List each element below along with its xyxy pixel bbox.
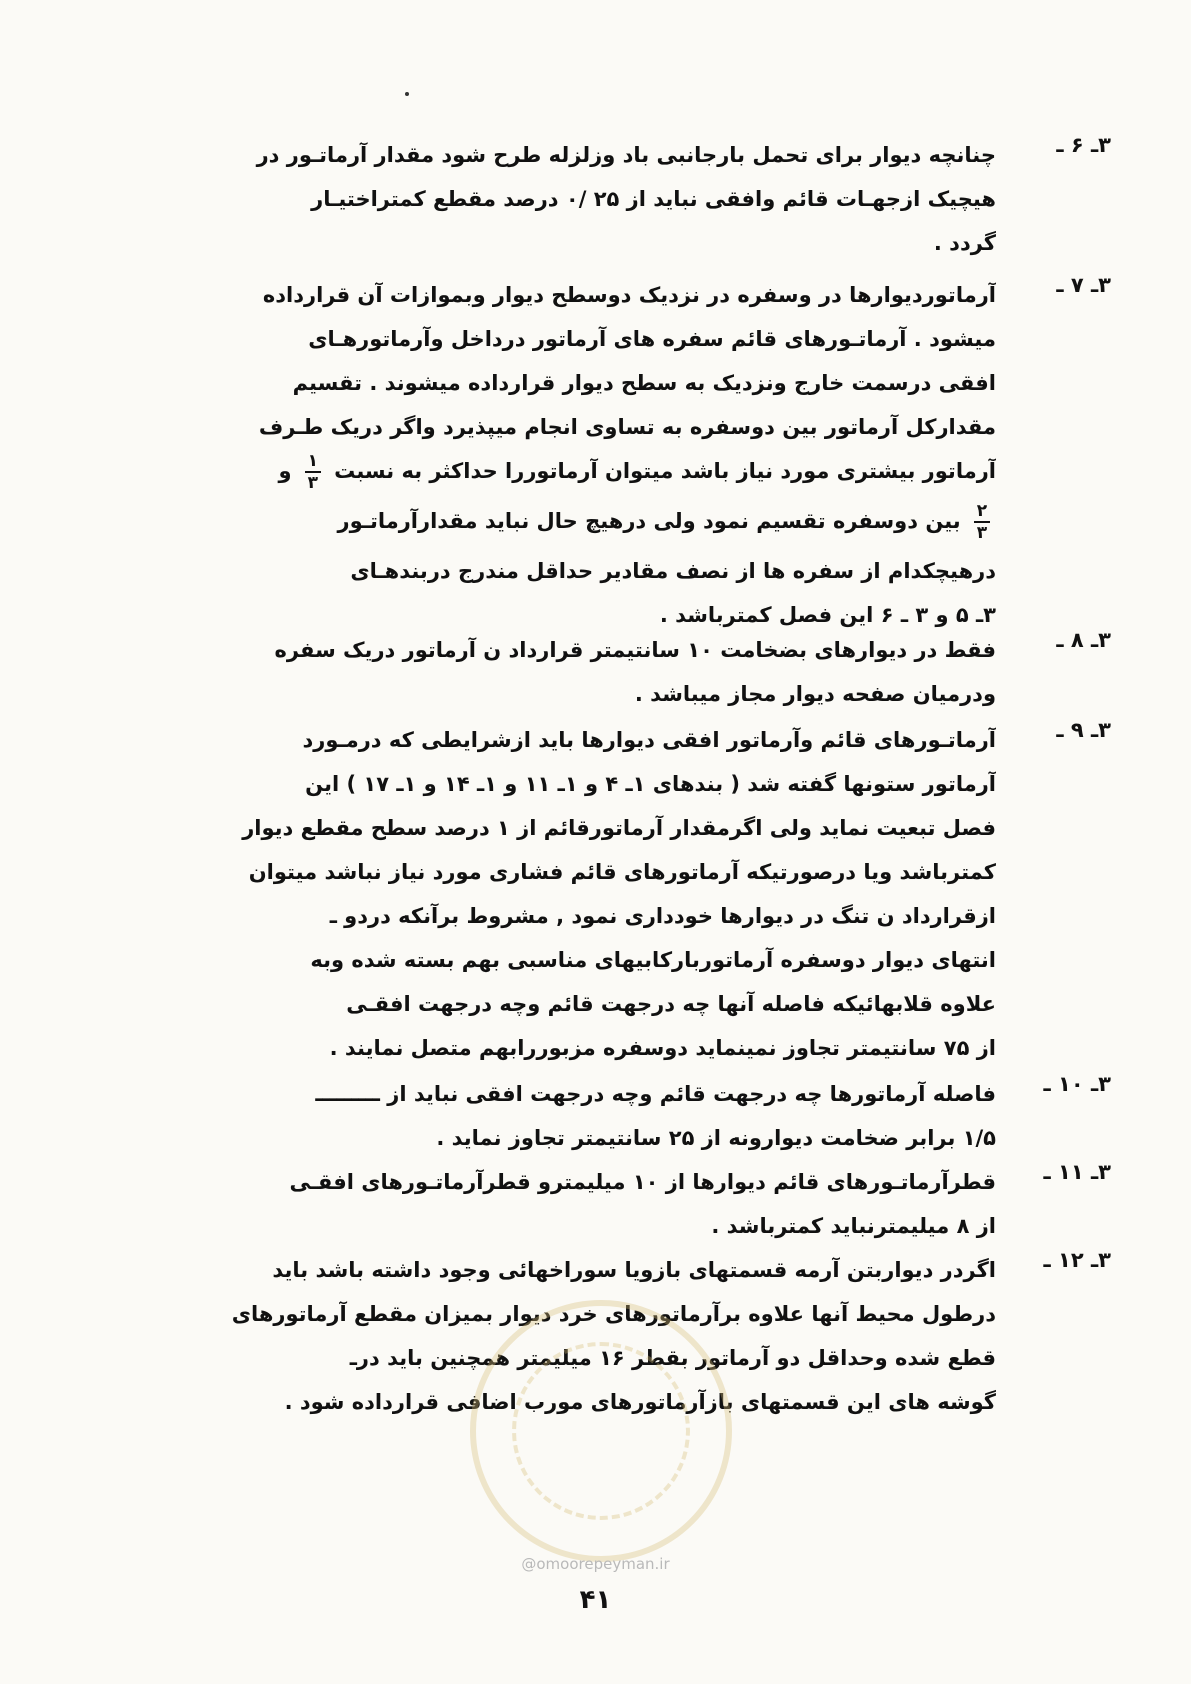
clause-line: فاصله آرماتورها چه درجهت قائم وچه درجهت افقی نباید از ـــــــــ	[315, 1082, 996, 1106]
clause-line: اگردر دیواربتن آرمه قسمتهای بازویا سوراخهائی وجود داشته باشد باید	[272, 1258, 996, 1282]
clause-3-11	[226, 1160, 1111, 1248]
clause-line: قطع شده وحداقل دو آرماتور بقطر ۱۶ میلیمتر همچنین باید درـ	[349, 1346, 996, 1370]
clause-3-7	[226, 273, 1111, 637]
clause-3-8	[226, 628, 1111, 716]
and-word: و	[278, 459, 292, 483]
clause-number: ۳ـ ۸ ـ	[1056, 628, 1111, 652]
watermark-site-text: @omoorepeyman.ir	[521, 1555, 670, 1573]
clause-number: ۳ـ ۱۰ ـ	[1043, 1072, 1111, 1096]
clause-text: بین دوسفره تقسیم نمود ولی درهیچ حال نباید مقدارآرماتـور	[337, 509, 961, 533]
clause-line: از ۸ میلیمترنباید کمترباشد .	[711, 1214, 996, 1238]
clause-line: ازقرارداد ن تنگ در دیوارها خودداری نمود , مشروط برآنکه دردو ـ	[329, 904, 996, 928]
clause-line: ودرمیان صفحه دیوار مجاز میباشد .	[634, 682, 996, 706]
scan-speck	[405, 92, 409, 96]
clause-line: قطرآرماتـورهای قائم دیوارها از ۱۰ میلیمترو قطرآرماتـورهای افقـی	[289, 1170, 996, 1194]
fraction-one-third	[305, 452, 321, 492]
clause-3-6	[226, 133, 1111, 265]
clause-line: آرماتور ستونها گفته شد ( بندهای ۱ـ ۴ و ۱ـ ۱۱ و ۱ـ ۱۴ و ۱ـ ۱۷ ) این	[305, 772, 996, 796]
fraction-two-thirds	[974, 502, 990, 542]
clause-number: ۳ـ ۷ ـ	[1056, 273, 1111, 297]
clause-line: فقط در دیوارهای بضخامت ۱۰ سانتیمتر قرارداد ن آرماتور دریک سفره	[274, 638, 996, 662]
clause-line: گردد .	[933, 231, 996, 255]
clause-number: ۳ـ ۱۲ ـ	[1043, 1248, 1111, 1272]
clause-line: از ۷۵ سانتیمتر تجاوز نمینماید دوسفره مزبوررابهم متصل نمایند .	[329, 1036, 996, 1060]
clause-line: چنانچه دیوار برای تحمل بارجانبی باد وزلزله طرح شود مقدار آرماتـور در	[256, 143, 996, 167]
clause-line-with-fraction	[226, 499, 996, 549]
clause-3-9	[226, 718, 1111, 1070]
clause-line: افقی درسمت خارج ونزدیک به سطح دیوار قرارداده میشوند . تقسیم	[292, 371, 996, 395]
clause-line: ۳ـ ۵ و ۳ ـ ۶ این فصل کمترباشد .	[659, 603, 996, 627]
clause-line: ۱/۵ برابر ضخامت دیوارونه از ۲۵ سانتیمتر تجاوز نماید .	[436, 1126, 996, 1150]
clause-line: هیچیک ازجهـات قائم وافقی نباید از ۲۵ /۰ درصد مقطع کمتراختیـار	[311, 187, 996, 211]
watermark-seal-inner	[512, 1342, 690, 1520]
clause-line: علاوه قلابهائیکه فاصله آنها چه درجهت قائم وچه درجهت افقـی	[346, 992, 996, 1016]
watermark-seal-icon	[470, 1300, 732, 1562]
clause-3-10	[226, 1072, 1111, 1160]
clause-number: ۳ـ ۹ ـ	[1056, 718, 1111, 742]
page-number: ۴۱	[579, 1585, 612, 1615]
fraction-numerator: ۱	[307, 451, 318, 471]
clause-line: فصل تبعیت نماید ولی اگرمقدار آرماتورقائم از ۱ درصد سطح مقطع دیوار	[242, 816, 996, 840]
clause-line: کمترباشد ویا درصورتیکه آرماتورهای قائم فشاری مورد نیاز نباشد میتوان	[248, 860, 996, 884]
clause-line: گوشه های این قسمتهای بازآرماتورهای مورب اضافی قرارداده شود .	[284, 1390, 996, 1414]
clause-line: آرماتوردیوارها در وسفره در نزدیک دوسطح دیوار وبموازات آن قرارداده	[262, 283, 996, 307]
clause-line-with-fraction	[226, 449, 996, 499]
clause-number: ۳ـ ۶ ـ	[1056, 133, 1111, 157]
fraction-denominator: ۳	[976, 523, 988, 543]
fraction-numerator: ۲	[976, 501, 988, 521]
clause-line: درطول محیط آنها علاوه برآرماتورهای خرد دیوار بمیزان مقطع آرماتورهای	[231, 1302, 996, 1326]
clause-line: مقدارکل آرماتور بین دوسفره به تساوی انجام میپذیرد واگر دریک طـرف	[258, 415, 996, 439]
fraction-denominator: ۳	[307, 473, 318, 493]
clause-line: درهیچکدام از سفره ها از نصف مقادیر حداقل مندرج دربندهـای	[350, 559, 996, 583]
clause-line: میشود . آرماتـورهای قائم سفره های آرماتور درداخل وآرماتورهـای	[308, 327, 996, 351]
clause-line: انتهای دیوار دوسفره آرماتوربارکابیهای مناسبی بهم بسته شده وبه	[310, 948, 996, 972]
clause-line: آرماتـورهای قائم وآرماتور افقی دیوارها باید ازشرایطی که درمـورد	[302, 728, 996, 752]
clause-text: آرماتور بیشتری مورد نیاز باشد میتوان آرماتوررا حداکثر به نسبت	[334, 459, 996, 483]
clause-number: ۳ـ ۱۱ ـ	[1043, 1160, 1111, 1184]
